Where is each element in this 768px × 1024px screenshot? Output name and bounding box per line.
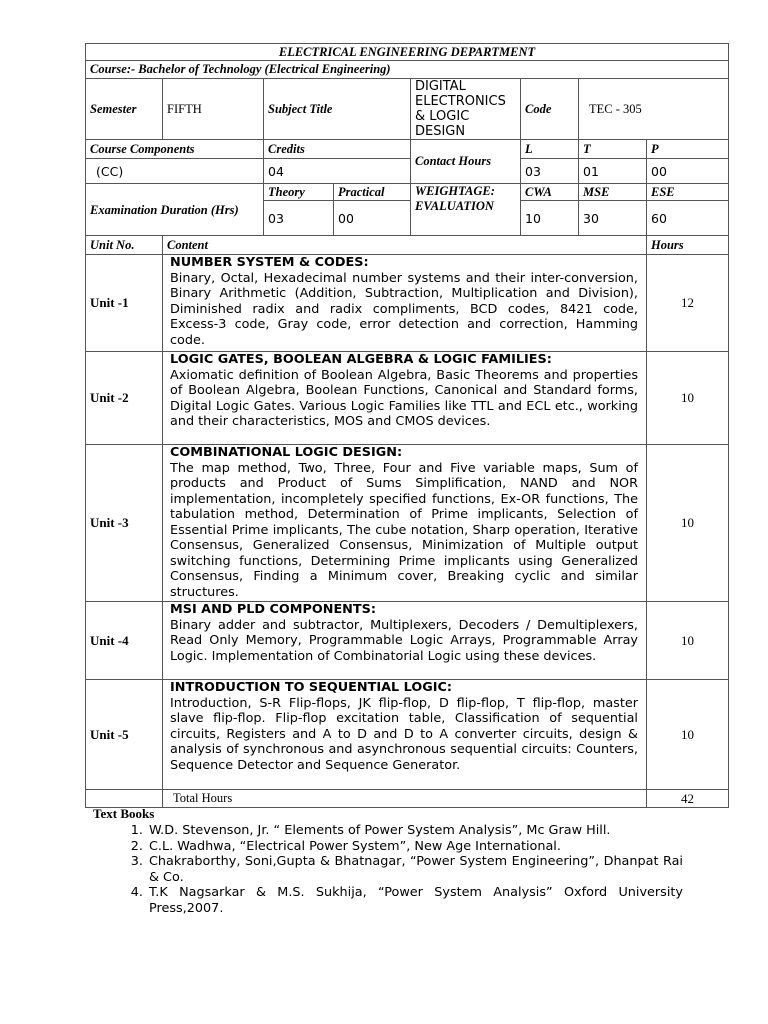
course-title: Course:- Bachelor of Technology (Electrical Engineering) [86,61,729,79]
department-row [86,44,729,61]
components-label-row [86,140,729,159]
unit-content [163,445,647,602]
text-books-list [93,823,683,916]
unit-text: Binary, Octal, Hexadecimal number systems and their inter-conversion, Binary Arithmetic (Addition, Subtraction, Multiplication and Division), Diminished radix and radix compliments, BCD codes, 8421 code, Excess-3 code, Gray code, error detection and correction, Hamming code. [170,270,638,348]
unit-label: Unit -5 [86,680,163,790]
unit-content [163,255,647,352]
text-book-item: 4. T.K Nagsarkar & M.S. Sukhija, “Power System Analysis” Oxford University Press,2007. [147,885,683,916]
unit-hours: 12 [647,255,729,352]
unit-label: Unit -2 [86,352,163,445]
unit-title: LOGIC GATES, BOOLEAN ALGEBRA & LOGIC FAMILIES: [170,352,552,367]
mse-label: MSE [579,184,647,201]
exam-duration-label: Examination Duration (Hrs) [86,184,264,236]
p-label: P [647,140,729,159]
text-book-item: 1. W.D. Stevenson, Jr. “ Elements of Power System Analysis”, Mc Graw Hill. [147,823,683,839]
total-value: 42 [647,790,729,808]
content-header: Content [163,236,647,255]
unit-hours: 10 [647,602,729,680]
semester-value: FIFTH [163,79,264,140]
unit-title: MSI AND PLD COMPONENTS: [170,602,376,617]
unit-row [86,602,729,680]
unit-no-header: Unit No. [86,236,163,255]
course-row [86,61,729,79]
total-blank-cell [86,790,163,808]
p-value: 00 [647,159,729,184]
subject-title-label: Subject Title [264,79,411,140]
unit-hours: 10 [647,680,729,790]
unit-label: Unit -4 [86,602,163,680]
unit-hours: 10 [647,352,729,445]
units-header-row [86,236,729,255]
theory-label: Theory [264,184,334,201]
subject-row [86,79,729,140]
l-value: 03 [521,159,579,184]
unit-content [163,680,647,790]
department-title: ELECTRICAL ENGINEERING DEPARTMENT [86,44,729,61]
text-book-item: 2. C.L. Wadhwa, “Electrical Power System”, New Age International. [147,839,683,855]
t-label: T [579,140,647,159]
unit-row [86,680,729,790]
total-label: Total Hours [163,790,647,808]
code-value: TEC - 305 [579,79,729,140]
course-components-value: (CC) [86,159,264,184]
unit-title: COMBINATIONAL LOGIC DESIGN: [170,445,403,460]
cwa-label: CWA [521,184,579,201]
ese-value: 60 [647,201,729,236]
exam-label-row [86,184,729,201]
unit-title: INTRODUCTION TO SEQUENTIAL LOGIC: [170,680,452,695]
practical-value: 00 [334,201,411,236]
hours-header: Hours [647,236,729,255]
unit-row [86,445,729,602]
unit-text: Binary adder and subtractor, Multiplexers, Decoders / Demultiplexers, Read Only Memory, Programmable Logic Arrays, Programmable Array Logic. Implementation of Combinatorial Logic using these devices. [170,617,638,664]
text-books-heading: Text Books [93,806,155,821]
credits-label: Credits [264,140,411,159]
unit-label: Unit -3 [86,445,163,602]
practical-label: Practical [334,184,411,201]
unit-content [163,602,647,680]
text-books-section [93,806,683,916]
unit-row [86,352,729,445]
l-label: L [521,140,579,159]
unit-content [163,352,647,445]
code-label: Code [521,79,579,140]
credits-value: 04 [264,159,411,184]
syllabus-table [85,43,729,808]
subject-title-value: DIGITAL ELECTRONICS & LOGIC DESIGN [411,79,521,140]
unit-hours: 10 [647,445,729,602]
t-value: 01 [579,159,647,184]
unit-label: Unit -1 [86,255,163,352]
unit-text: The map method, Two, Three, Four and Five variable maps, Sum of products and Product of Sums Simplification, NAND and NOR implementation, incompletely specified functions, Ex-OR functions, The tabulation method, Determination of Prime implicants, Selection of Essential Prime implicants, The cube notation, Sharp operation, Iterative Consensus, Generalized Consensus, Minimization of Multiple output switching functions, Determining Prime implicants using Generalized Consensus, Finding a Minimum cover, Breaking cyclic and similar structures. [170,460,638,600]
mse-value: 30 [579,201,647,236]
cwa-value: 10 [521,201,579,236]
course-components-label: Course Components [86,140,264,159]
unit-title: NUMBER SYSTEM & CODES: [170,255,369,270]
unit-row [86,255,729,352]
text-book-item: 3. Chakraborthy, Soni,Gupta & Bhatnagar, “Power System Engineering”, Dhanpat Rai & Co. [147,854,683,885]
unit-text: Axiomatic definition of Boolean Algebra, Basic Theorems and properties of Boolean Algebra, Boolean Functions, Canonical and Standard forms, Digital Logic Gates. Various Logic Families like TTL and ECL etc., working and their characteristics, MOS and CMOS devices. [170,367,638,429]
contact-hours-label: Contact Hours [411,140,521,184]
weightage-label: WEIGHTAGE: EVALUATION [411,184,521,236]
total-row [86,790,729,808]
theory-value: 03 [264,201,334,236]
unit-text: Introduction, S-R Flip-flops, JK flip-flop, D flip-flop, T flip-flop, master slave flip-flop. Flip-flop excitation table, Classification of sequential circuits, Registers and A to D and D to A converter circuits, design & analysis of synchronous and asynchronous sequential circuits: Counters, Sequence Detector and Sequence Generator. [170,695,638,773]
components-value-row [86,159,729,184]
semester-label: Semester [86,79,163,140]
ese-label: ESE [647,184,729,201]
